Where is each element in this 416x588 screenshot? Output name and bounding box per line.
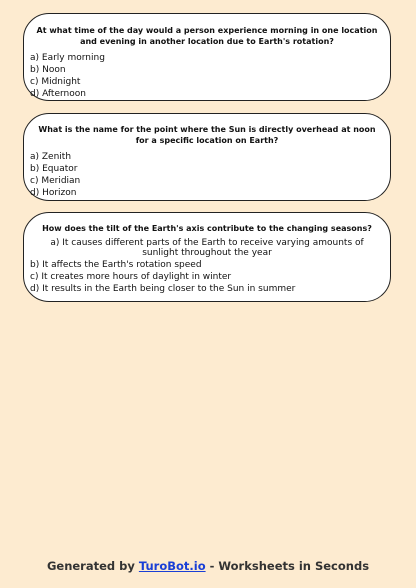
footer-suffix: - Worksheets in Seconds	[205, 559, 370, 573]
question-card-3	[23, 212, 391, 302]
question-1-text: At what time of the day would a person experience morning in one location and evening in another location due to Earth's rotation?	[36, 26, 378, 46]
question-1-option-b: b) Noon	[30, 65, 66, 75]
footer	[0, 559, 416, 573]
question-3-option-d: d) It results in the Earth being closer to the Sun in summer	[30, 284, 296, 294]
question-2-option-b: b) Equator	[30, 164, 78, 174]
question-1-option-a: a) Early morning	[30, 53, 105, 63]
question-card-1	[23, 13, 391, 101]
question-1-option-c: c) Midnight	[30, 77, 81, 87]
question-1-option-d: d) Afternoon	[30, 89, 86, 99]
footer-prefix: Generated by	[46, 559, 139, 573]
question-3-options	[24, 238, 390, 295]
brand-link[interactable]: TuroBot.io	[138, 559, 206, 573]
question-3-option-a: a) It causes different parts of the Earth to receive varying amounts of sunlight throughout the year	[50, 238, 364, 258]
question-3-option-c: c) It creates more hours of daylight in winter	[30, 272, 232, 282]
question-2-option-c: c) Meridian	[30, 176, 81, 186]
question-2-text: What is the name for the point where the Sun is directly overhead at noon for a specific location on Earth?	[38, 125, 376, 145]
question-3-text: How does the tilt of the Earth's axis contribute to the changing seasons?	[42, 224, 372, 233]
question-2-options	[24, 151, 390, 199]
question-1-options	[24, 52, 390, 100]
question-card-2	[23, 113, 391, 201]
question-2-option-d: d) Horizon	[30, 188, 77, 198]
question-3-option-b: b) It affects the Earth's rotation speed	[30, 260, 202, 270]
question-2-option-a: a) Zenith	[30, 152, 72, 162]
